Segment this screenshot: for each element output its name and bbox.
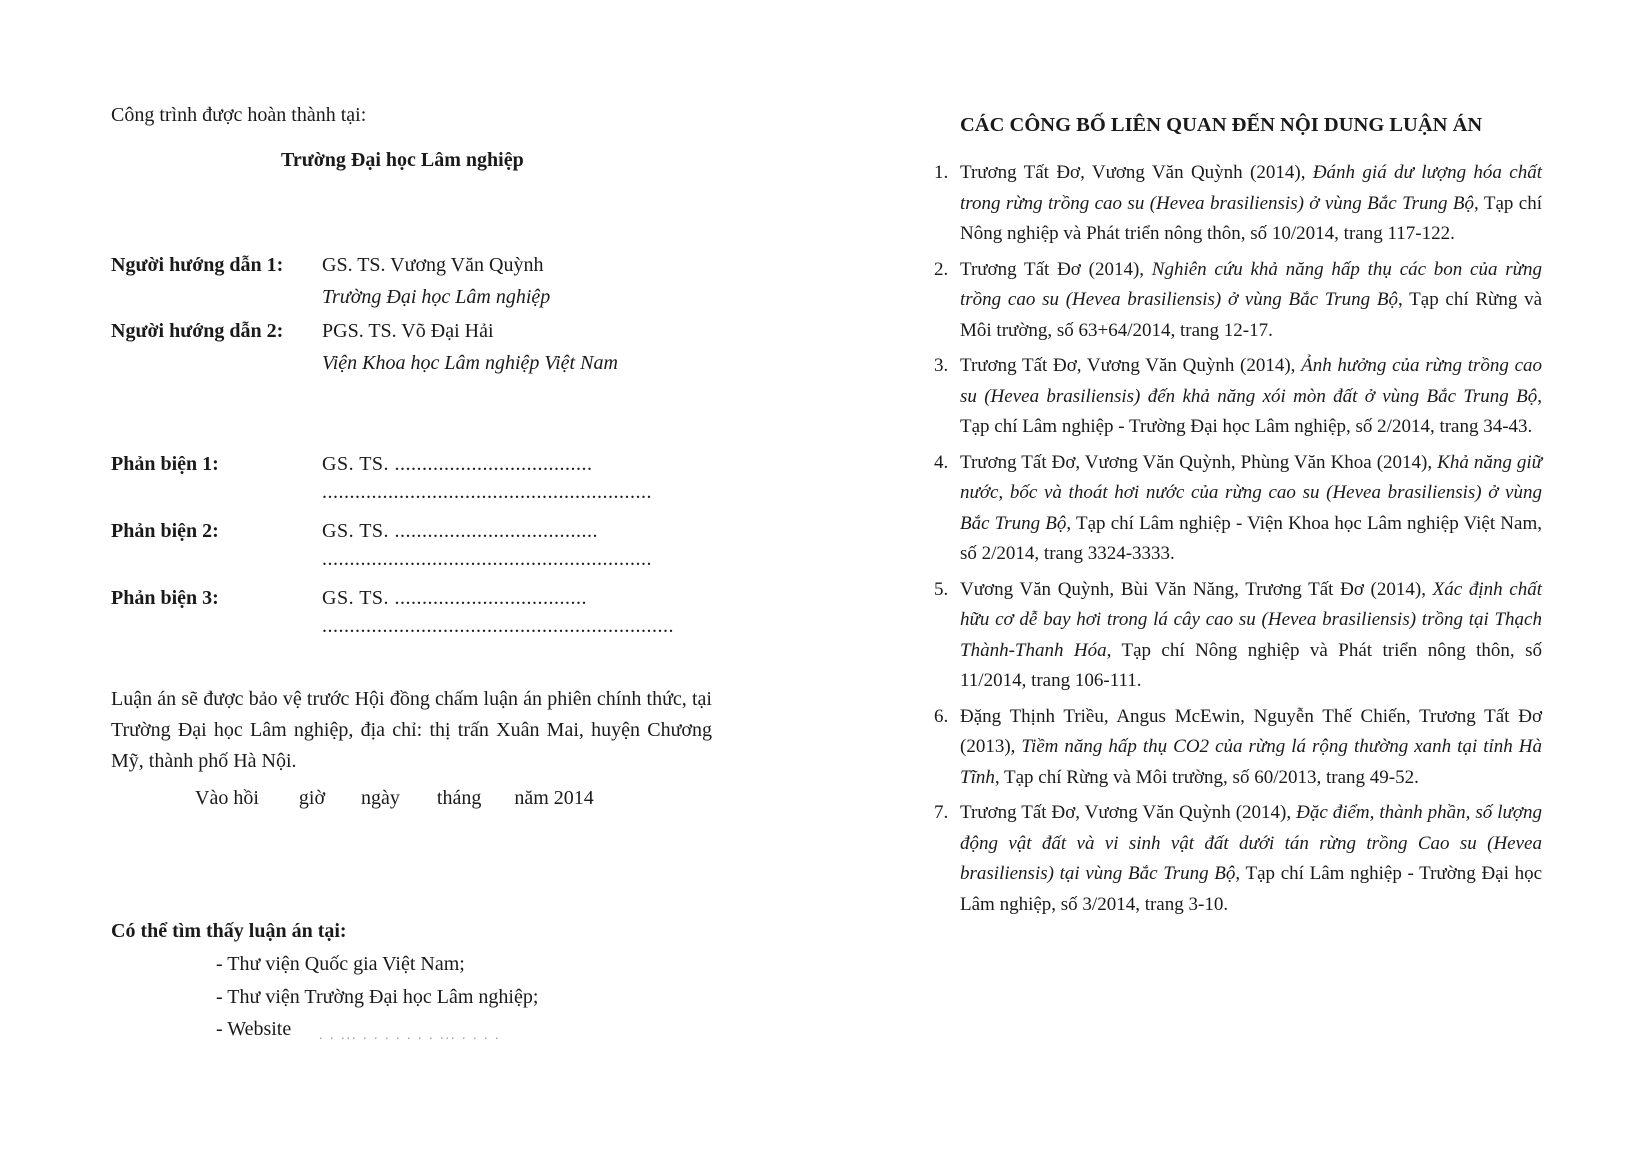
- reviewer-2-line1: GS. TS. .....................................: [322, 520, 599, 542]
- publication-title: Đặc điểm, thành phần, số lượng động vật đất và vi sinh vật đất dưới tán rừng trồng Cao su (Hevea brasiliensis) tại vùng Bắc Trung Bộ: [960, 802, 1543, 884]
- time-word-day: ngày: [361, 787, 400, 809]
- location-national-library: - Thư viện Quốc gia Việt Nam;: [216, 953, 465, 975]
- publication-source: , Tạp chí Lâm nghiệp - Viện Khoa học Lâm nghiệp Việt Nam, số 2/2014, trang 3324-3333.: [960, 512, 1542, 564]
- publication-title: Nghiên cứu khả năng hấp thụ các bon của rừng trồng cao su (Hevea brasiliensis) ở vùng Bắc Trung Bộ: [960, 258, 1543, 310]
- publication-title: Xác định chất hữu cơ dễ bay hơi trong lá cây cao su (Hevea brasiliensis) trồng tại Thạch Thành-Thanh Hóa: [960, 578, 1542, 661]
- publication-source: , Tạp chí Rừng và Môi trường, số 60/2013, trang 49-52.: [994, 766, 1419, 788]
- publication-item: [930, 158, 1542, 250]
- publication-source: , Tạp chí Lâm nghiệp - Trường Đại học Lâm nghiệp, số 2/2014, trang 34-43.: [960, 385, 1542, 437]
- publication-title: Tiềm năng hấp thụ CO2 của rừng lá rộng thường xanh tại tỉnh Hà Tĩnh: [960, 736, 1543, 788]
- publication-authors: Trương Tất Đơ, Vương Văn Quỳnh (2014),: [960, 162, 1313, 183]
- reviewer-1-line1: GS. TS. ....................................: [322, 453, 593, 475]
- publication-item: [930, 798, 1542, 920]
- publication-number: 2.: [934, 258, 949, 280]
- completed-at-label: Công trình được hoàn thành tại:: [111, 104, 367, 126]
- location-university-library: - Thư viện Trường Đại học Lâm nghiệp;: [216, 986, 539, 1008]
- reviewer-2-label: Phản biện 2:: [111, 520, 219, 542]
- publication-item: [930, 575, 1542, 697]
- advisor-1-label: Người hướng dẫn 1:: [111, 254, 284, 276]
- advisor-1-name: GS. TS. Vương Văn Quỳnh: [322, 254, 544, 276]
- publication-title: Ảnh hưởng của rừng trồng cao su (Hevea brasiliensis) đến khả năng xói mòn đất ở vùng Bắc Trung Bộ: [960, 355, 1542, 407]
- advisor-2-name: PGS. TS. Võ Đại Hải: [322, 320, 494, 342]
- website-value: . . ... . . . . . . . ... . . . .: [319, 1028, 501, 1043]
- reviewer-1-line2: ............................................................: [322, 481, 652, 503]
- reviewer-3-label: Phản biện 3:: [111, 587, 219, 609]
- publication-title: Đánh giá dư lượng hóa chất trong rừng trồng cao su (Hevea brasiliensis) ở vùng Bắc Trung Bộ: [960, 162, 1543, 214]
- publication-number: 5.: [934, 578, 949, 600]
- advisor-2-affiliation: Viện Khoa học Lâm nghiệp Việt Nam: [322, 352, 618, 374]
- publication-source: , Tạp chí Nông nghiệp và Phát triển nông thôn, số 10/2014, trang 117-122.: [960, 192, 1542, 244]
- publication-source: , Tạp chí Rừng và Môi trường, số 63+64/2014, trang 12-17.: [960, 289, 1543, 341]
- location-website-label: - Website: [216, 1018, 292, 1040]
- publication-number: 3.: [934, 355, 949, 376]
- publication-item: [930, 448, 1542, 570]
- publication-source: , Tạp chí Lâm nghiệp - Trường Đại học Lâm nghiệp, số 3/2014, trang 3-10.: [960, 863, 1542, 915]
- reviewer-1-label: Phản biện 1:: [111, 453, 219, 475]
- publication-number: 4.: [934, 451, 949, 473]
- publications-heading: CÁC CÔNG BỐ LIÊN QUAN ĐẾN NỘI DUNG LUẬN ÁN: [960, 114, 1483, 136]
- publication-item: [930, 255, 1542, 347]
- defense-time-line: [195, 787, 594, 810]
- reviewer-2-line2: ............................................................: [322, 548, 652, 570]
- reviewer-3-line2: ................................................................: [322, 615, 674, 637]
- publication-number: 7.: [934, 802, 949, 823]
- publication-authors: Trương Tất Đơ, Vương Văn Quỳnh (2014),: [960, 802, 1297, 823]
- defense-paragraph: Luận án sẽ được bảo vệ trước Hội đồng chấm luận án phiên chính thức, tại Trường Đại học Lâm nghiệp, địa chỉ: thị trấn Xuân Mai, huyện Chương Mỹ, thành phố Hà Nội.: [111, 688, 712, 772]
- publication-authors: Vương Văn Quỳnh, Bùi Văn Năng, Trương Tất Đơ (2014),: [960, 578, 1433, 600]
- publications-list: [930, 158, 1542, 925]
- publication-number: 1.: [934, 162, 949, 183]
- publication-authors: Trương Tất Đơ, Vương Văn Quỳnh (2014),: [960, 355, 1302, 376]
- publication-authors: Đặng Thịnh Triều, Angus McEwin, Nguyễn Thế Chiến, Trương Tất Đơ (2013),: [960, 705, 1542, 757]
- find-thesis-label: Có thể tìm thấy luận án tại:: [111, 920, 347, 942]
- publication-source: , Tạp chí Nông nghiệp và Phát triển nông thôn, số 11/2014, trang 106-111.: [960, 639, 1543, 691]
- publication-title: Khả năng giữ nước, bốc và thoát hơi nước của rừng cao su (Hevea brasiliensis) ở vùng Bắc Trung Bộ: [960, 451, 1542, 534]
- publication-item: [930, 702, 1542, 794]
- time-word-month: tháng: [436, 787, 482, 809]
- publication-authors: Trương Tất Đơ, Vương Văn Quỳnh, Phùng Văn Khoa (2014),: [960, 451, 1438, 473]
- reviewer-3-line1: GS. TS. ...................................: [322, 587, 588, 609]
- publication-number: 6.: [934, 705, 949, 727]
- time-word-at: Vào hồi: [195, 787, 259, 809]
- time-word-year: năm 2014: [514, 787, 594, 809]
- publication-authors: Trương Tất Đơ (2014),: [960, 258, 1152, 280]
- advisor-1-affiliation: Trường Đại học Lâm nghiệp: [322, 286, 551, 308]
- publication-item: [930, 351, 1542, 443]
- time-word-hour: giờ: [298, 787, 326, 809]
- advisor-2-label: Người hướng dẫn 2:: [111, 320, 284, 342]
- institution-name: Trường Đại học Lâm nghiệp: [281, 149, 524, 171]
